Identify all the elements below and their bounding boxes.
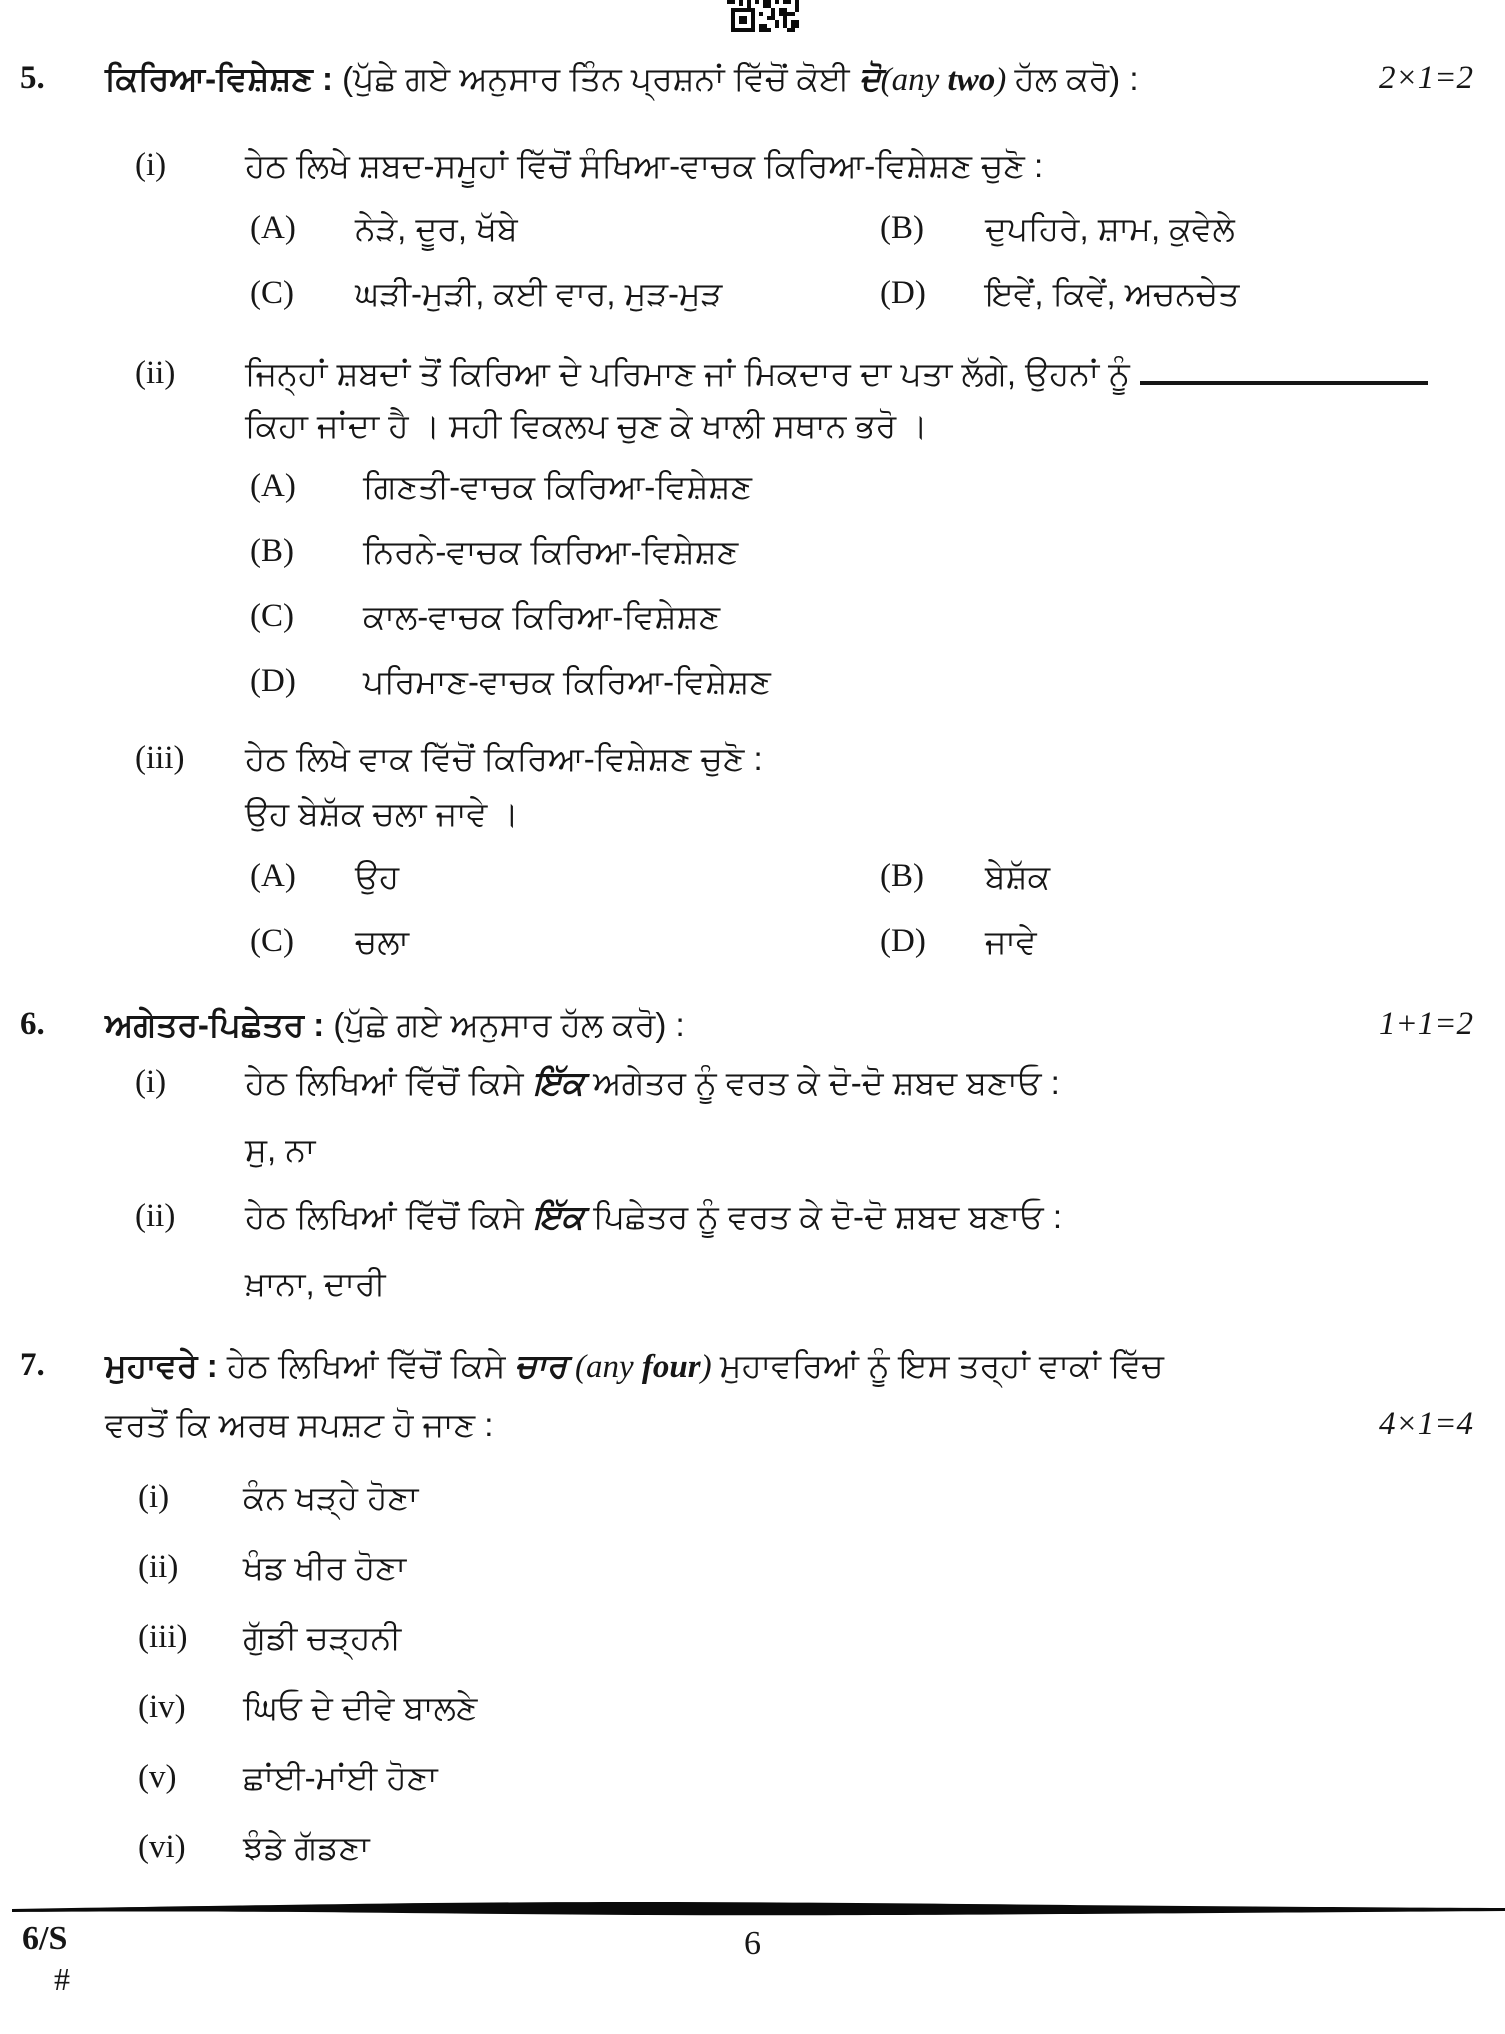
subquestion-6i: (i) ਹੇਠ ਲਿਖਿਆਂ ਵਿੱਚੋਂ ਕਿਸੇ ਇੱਕ ਅਗੇਤਰ ਨੂੰ ਵਰਤ ਕੇ ਦੋ-ਦੋ ਸ਼ਬਦ ਬਣਾਓ : — [135, 1059, 1505, 1106]
item-text: ਛਾਂਈ-ਮਾਂਈ ਹੋਣਾ — [243, 1759, 438, 1796]
any-four-close: ) — [700, 1349, 720, 1385]
option-text: ਘੜੀ-ਮੁੜੀ, ਕਈ ਵਾਰ, ਮੁੜ-ਮੁੜ — [355, 275, 723, 312]
item-number: (iv) — [138, 1689, 186, 1725]
question-6-heading — [20, 1001, 1505, 1048]
option-label: (A) — [250, 858, 296, 894]
option-label: (B) — [250, 533, 294, 569]
item-number: (vi) — [138, 1829, 186, 1865]
option-label: (C) — [250, 598, 294, 634]
option-label: (A) — [250, 210, 296, 246]
options-grid-5i — [250, 205, 1505, 317]
option-label: (C) — [250, 923, 294, 959]
option-label: (B) — [880, 858, 924, 894]
option-row — [250, 463, 1505, 510]
option-text: ਗਿਣਤੀ-ਵਾਚਕ ਕਿਰਿਆ-ਵਿਸ਼ੇਸ਼ਣ — [363, 468, 752, 505]
option-row — [250, 528, 1505, 575]
item-number: (iii) — [138, 1619, 188, 1655]
option-label: (B) — [880, 210, 924, 246]
option-text: ਇਵੇਂ, ਕਿਵੇਂ, ਅਚਨਚੇਤ — [985, 275, 1240, 312]
subquestion-text: ਹੇਠ ਲਿਖੇ ਸ਼ਬਦ-ਸਮੂਹਾਂ ਵਿੱਚੋਂ ਸੰਖਿਆ-ਵਾਚਕ ਕਿਰਿਆ-ਵਿਸ਼ੇਸ਼ਣ ਚੁਣੋ : — [245, 147, 1044, 184]
any-four-bold: four — [641, 1349, 701, 1385]
option-text: ਉਹ — [355, 858, 400, 895]
subquestion-6ii: (ii) ਹੇਠ ਲਿਖਿਆਂ ਵਿੱਚੋਂ ਕਿਸੇ ਇੱਕ ਪਿਛੇਤਰ ਨੂੰ ਵਰਤ ਕੇ ਦੋ-ਦੋ ਸ਼ਬਦ ਬਣਾਓ : — [135, 1193, 1505, 1240]
option-row — [250, 658, 1505, 705]
intro-bold-punjabi: ਦੋ — [858, 60, 881, 97]
any-two-close: ) — [995, 62, 1015, 98]
item-number: (ii) — [138, 1549, 179, 1585]
item-text: ਘਿਓ ਦੇ ਦੀਵੇ ਬਾਲਣੇ — [243, 1689, 478, 1726]
option-row — [880, 918, 1505, 965]
item-text: ਖੰਡ ਖੀਰ ਹੋਣਾ — [243, 1549, 407, 1586]
marks-value: 4×1=4 — [1378, 1406, 1473, 1442]
option-text: ਨਿਰਨੇ-ਵਾਚਕ ਕਿਰਿਆ-ਵਿਸ਼ੇਸ਼ਣ — [363, 533, 739, 570]
emphasis-one: ਇੱਕ — [532, 1064, 584, 1101]
question-number: 5. — [20, 60, 45, 96]
question-7-heading — [20, 1342, 1505, 1391]
intro-text: (ਪੁੱਛੇ ਗਏ ਅਨੁਸਾਰ ਤਿੰਨ ਪ੍ਰਸ਼ਨਾਂ ਵਿੱਚੋਂ ਕੋਈ — [333, 60, 859, 97]
idiom-item — [138, 1474, 1505, 1521]
emphasis-one: ਇੱਕ — [532, 1198, 584, 1235]
option-text: ਜਾਵੇ — [985, 923, 1037, 960]
intro-bold-punjabi: ਚਾਰ — [514, 1347, 567, 1384]
intro-text-end: ਹੱਲ ਕਰੋ) : — [1014, 60, 1139, 97]
subquestion-text: ਹੇਠ ਲਿਖੇ ਵਾਕ ਵਿੱਚੋਂ ਕਿਰਿਆ-ਵਿਸ਼ੇਸ਼ਣ ਚੁਣੋ : — [245, 740, 763, 777]
idiom-list — [20, 1474, 1505, 1871]
question-5-intro — [105, 55, 1505, 104]
idiom-item — [138, 1824, 1505, 1871]
item-number: (i) — [138, 1479, 170, 1515]
question-title: ਮੁਹਾਵਰੇ : — [105, 1347, 218, 1384]
subquestion-text-line2: ਕਿਹਾ ਜਾਂਦਾ ਹੈ । ਸਹੀ ਵਿਕਲਪ ਚੁਣ ਕੇ ਖਾਲੀ ਸਥਾਨ ਭਰੋ । — [245, 407, 928, 444]
option-row — [250, 853, 880, 900]
option-row — [250, 918, 880, 965]
option-text: ਨੇੜੇ, ਦੂਰ, ਖੱਬੇ — [355, 210, 518, 247]
intro-text: (ਪੁੱਛੇ ਗਏ ਅਨੁਸਾਰ ਹੱਲ ਕਰੋ) : — [324, 1006, 685, 1043]
blank-line — [1140, 377, 1428, 385]
option-row — [880, 205, 1505, 252]
option-label: (D) — [880, 923, 926, 959]
footer-hash: # — [54, 1961, 70, 1997]
subquestion-number: (i) — [135, 147, 167, 183]
option-row — [250, 593, 1505, 640]
question-title: ਅਗੇਤਰ-ਪਿਛੇਤਰ : — [105, 1006, 325, 1043]
any-two-open: (any — [880, 62, 948, 98]
footer-booklet-code: 6/S — [22, 1920, 68, 1957]
item-text: ਝੰਡੇ ਗੱਡਣਾ — [243, 1829, 370, 1866]
footer-page-number: 6 — [744, 1925, 761, 1962]
idiom-item — [138, 1684, 1505, 1731]
item-text: ਕੰਨ ਖੜ੍ਹੇ ਹੋਣਾ — [243, 1479, 419, 1516]
option-row — [250, 205, 880, 252]
any-four-open: (any — [566, 1349, 642, 1385]
marks-value: 1+1=2 — [1378, 1006, 1473, 1042]
question-7-intro-line2: ਵਰਤੋਂ ਕਿ ਅਰਥ ਸਪਸ਼ਟ ਹੋ ਜਾਣ : 4×1=4 — [105, 1401, 1505, 1448]
question-title: ਕਿਰਿਆ-ਵਿਸ਼ੇਸ਼ਣ : — [105, 60, 333, 97]
marks-value: 2×1=2 — [1378, 60, 1473, 96]
question-number: 7. — [20, 1347, 45, 1383]
options-grid-5iii — [250, 853, 1505, 965]
option-text: ਕਾਲ-ਵਾਚਕ ਕਿਰਿਆ-ਵਿਸ਼ੇਸ਼ਣ — [363, 598, 721, 635]
question-5-heading — [20, 55, 1505, 104]
idiom-item — [138, 1754, 1505, 1801]
option-label: (D) — [250, 663, 296, 699]
subquestion-text-line1: ਜਿਨ੍ਹਾਂ ਸ਼ਬਦਾਂ ਤੋਂ ਕਿਰਿਆ ਦੇ ਪਰਿਮਾਣ ਜਾਂ ਮਿਕਦਾਰ ਦਾ ਪਤਾ ਲੱਗੇ, ਉਹਨਾਂ ਨੂੰ — [245, 350, 1505, 397]
options-list-5ii — [250, 463, 1505, 705]
page-footer — [20, 1920, 1505, 2010]
option-label: (A) — [250, 468, 296, 504]
option-row — [880, 270, 1505, 317]
footer-rule — [6, 1900, 1505, 1918]
subquestion-5i — [135, 142, 1505, 189]
option-text: ਦੁਪਹਿਰੇ, ਸ਼ਾਮ, ਕੁਵੇਲੇ — [985, 210, 1235, 247]
item-number: (v) — [138, 1759, 177, 1795]
option-label: (C) — [250, 275, 294, 311]
word-pair: ਖ਼ਾਨਾ, ਦਾਰੀ — [245, 1265, 386, 1302]
subquestion-5iii — [135, 735, 1505, 782]
subquestion-number: (ii) — [135, 1198, 176, 1234]
option-text: ਚਲਾ — [355, 923, 409, 960]
question-6-intro — [105, 1001, 1505, 1048]
word-pair: ਸੁ, ਨਾ — [245, 1131, 316, 1168]
question-number: 6. — [20, 1006, 45, 1042]
subquestion-number: (i) — [135, 1064, 167, 1100]
subquestion-number: (ii) — [135, 355, 176, 391]
question-7-intro-line1: ਮੁਹਾਵਰੇ : ਹੇਠ ਲਿਖਿਆਂ ਵਿੱਚੋਂ ਕਿਸੇ ਚਾਰ (any four) ਮੁਹਾਵਰਿਆਂ ਨੂੰ ਇਸ ਤਰ੍ਹਾਂ ਵਾਕਾਂ ਵਿੱਚ — [105, 1347, 1164, 1385]
any-two-bold: two — [947, 62, 996, 98]
option-row — [880, 853, 1505, 900]
qr-code — [726, 0, 804, 36]
idiom-item — [138, 1614, 1505, 1661]
subquestion-number: (iii) — [135, 740, 185, 776]
option-text: ਬੇਸ਼ੱਕ — [985, 858, 1051, 895]
sentence-line: ਉਹ ਬੇਸ਼ੱਕ ਚਲਾ ਜਾਵੇ । — [245, 795, 519, 832]
option-label: (D) — [880, 275, 926, 311]
option-text: ਪਰਿਮਾਣ-ਵਾਚਕ ਕਿਰਿਆ-ਵਿਸ਼ੇਸ਼ਣ — [363, 663, 771, 700]
item-text: ਗੁੱਡੀ ਚੜ੍ਹਨੀ — [243, 1619, 402, 1656]
subquestion-5ii — [135, 350, 1505, 449]
idiom-item — [138, 1544, 1505, 1591]
option-row — [250, 270, 880, 317]
